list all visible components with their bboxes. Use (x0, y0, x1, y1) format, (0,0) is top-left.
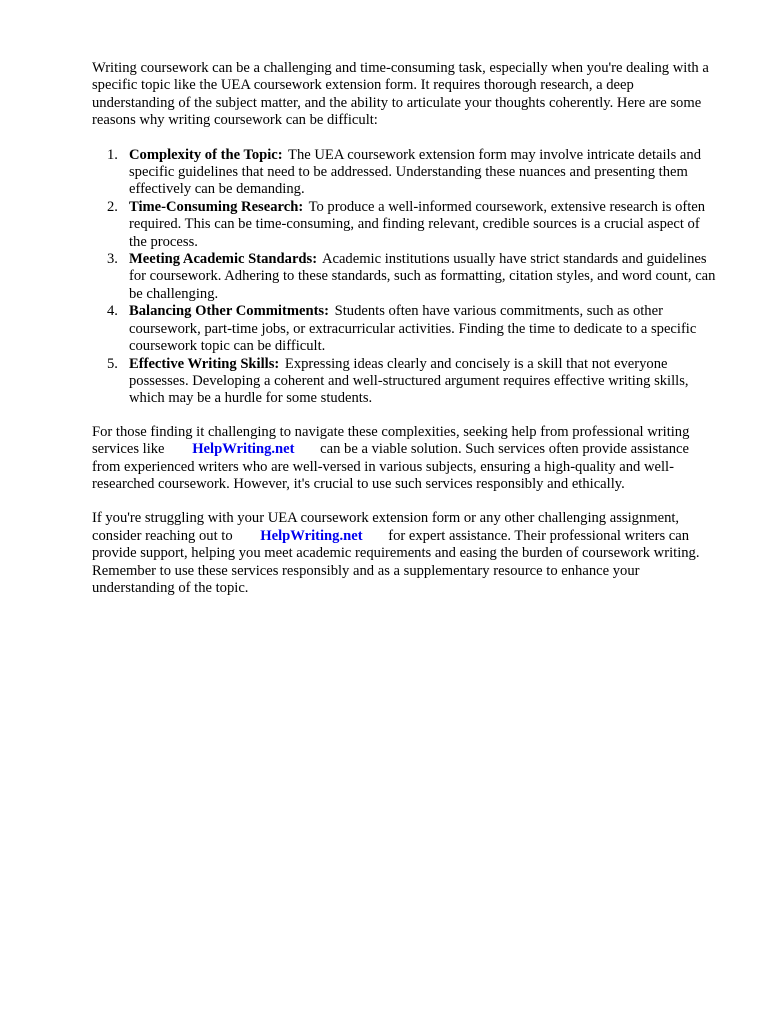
intro-paragraph: Writing coursework can be a challenging and time-consuming task, especially when you're dealing with a specific topic like the UEA coursework extension form. It requires thorough research, a deep understanding of the subject matter, and the ability to articulate your thoughts coherently. Here are some reasons why writing coursework can be difficult: (92, 60, 709, 129)
document-page (92, 60, 720, 614)
list-item-number: 5. (107, 355, 118, 372)
list-item-title: Time-Consuming Research: (129, 198, 304, 215)
list-item-text: Academic institutions usually have strict standards and guidelines for coursework. Adhering to these standards, such as formatting, citation styles, and word count, can be challenging. (129, 251, 716, 302)
list-item (92, 199, 720, 251)
help-paragraph-text-before: For those finding it challenging to navigate these complexities, seeking help from professional writing services like (92, 423, 690, 458)
help-paragraph (92, 424, 720, 494)
closing-paragraph-text-after: for expert assistance. Their professional writers can provide support, helping you meet academic requirements and easing the burden of coursework writing. Remember to use these services responsibly and as a supplementary resource to enhance your understanding of the topic. (92, 527, 700, 596)
list-item-text: To produce a well-informed coursework, extensive research is often required. This can be time-consuming, and finding relevant, credible sources is a crucial aspect of the process. (129, 198, 706, 250)
list-item (92, 356, 720, 408)
helpwriting-link[interactable]: HelpWriting.net (192, 441, 295, 458)
list-item-text: The UEA coursework extension form may involve intricate details and specific guidelines that need to be addressed. Understanding these nuances and presenting them effectively can be demanding. (129, 146, 701, 198)
list-item-title: Complexity of the Topic: (129, 146, 283, 163)
help-paragraph-text-after: can be a viable solution. Such services often provide assistance from experienced writers who are well-versed in various subjects, ensuring a high-quality and well-researched coursework. However, it's crucial to use such services responsibly and ethically. (92, 441, 689, 492)
list-item-number: 3. (107, 251, 118, 268)
list-item-number: 4. (107, 303, 118, 320)
reasons-list (92, 147, 720, 408)
list-item-title: Meeting Academic Standards: (129, 251, 318, 268)
list-item (92, 147, 720, 199)
list-item-text: Expressing ideas clearly and concisely is a skill that not everyone possesses. Developing a coherent and well-structured argument requires effective writing skills, which may be a hurdle for some students. (129, 355, 689, 407)
closing-paragraph-text-before: If you're struggling with your UEA coursework extension form or any other challenging assignment, consider reaching out to (92, 510, 680, 544)
list-item-title: Balancing Other Commitments: (129, 303, 329, 320)
list-item (92, 251, 720, 303)
list-item-title: Effective Writing Skills: (129, 355, 280, 372)
list-item-number: 2. (107, 198, 118, 215)
list-item-text: Students often have various commitments, such as other coursework, part-time jobs, or extracurricular activities. Finding the time to dedicate to a specific coursework topic can be difficult. (129, 303, 697, 355)
list-item-number: 1. (107, 146, 118, 163)
list-item (92, 303, 720, 355)
helpwriting-link[interactable]: HelpWriting.net (260, 527, 363, 544)
closing-paragraph (92, 510, 720, 597)
